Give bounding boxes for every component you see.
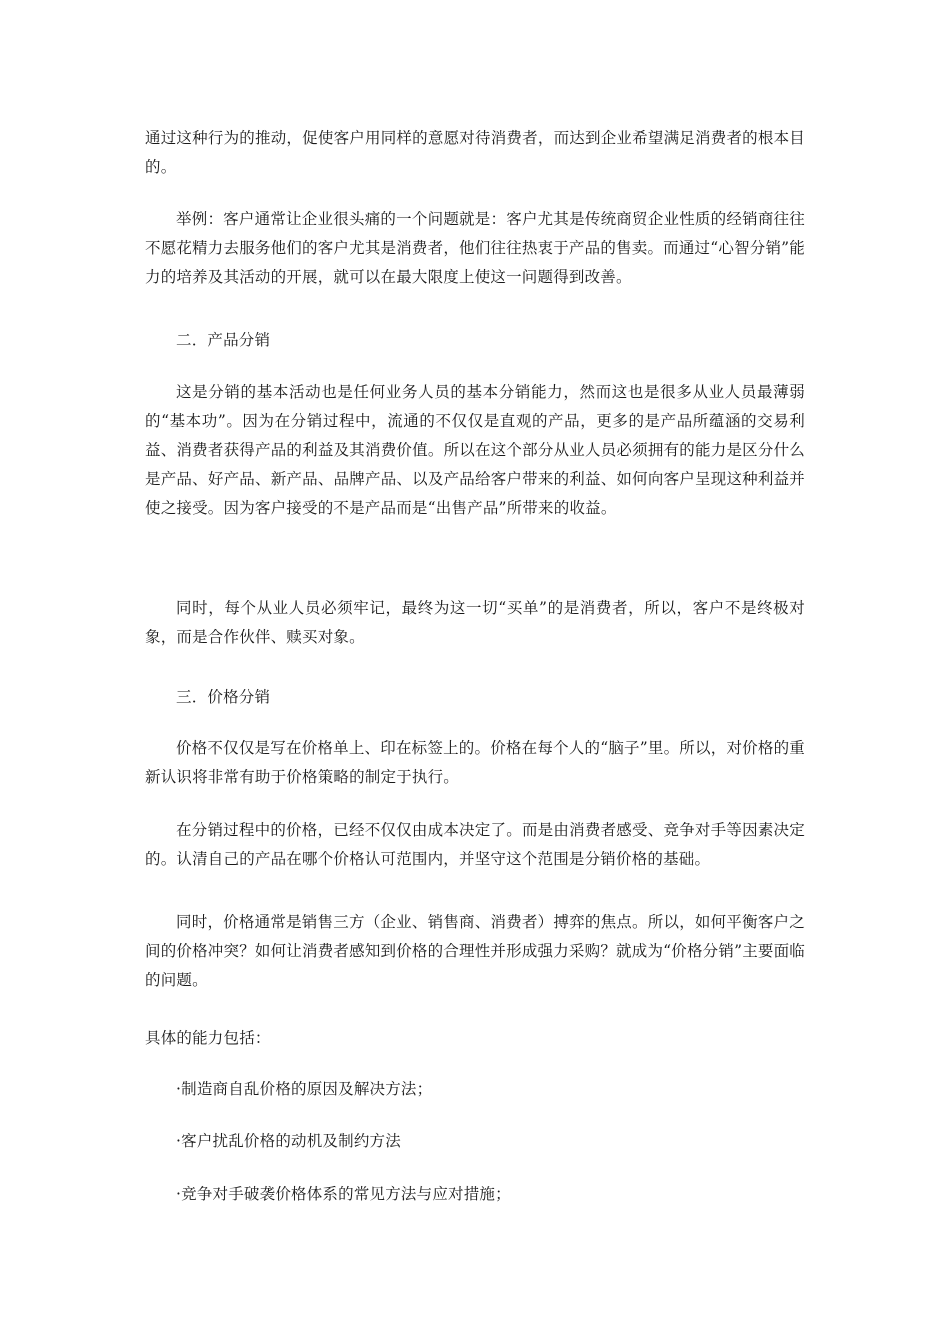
section-heading-price-distribution: 三．价格分销 bbox=[176, 688, 271, 706]
paragraph-example: 举例：客户通常让企业很头痛的一个问题就是：客户尤其是传统商贸企业性质的经销商往往不愿花精力去服务他们的客户尤其是消费者，他们往往热衷于产品的售卖。而通过“心智分销”能力的培养及其活动的开展，就可以在最大限度上使这一问题得到改善。 bbox=[145, 210, 805, 286]
list-item: ·制造商自乱价格的原因及解决方法； bbox=[176, 1080, 433, 1098]
section-heading-product-distribution: 二．产品分销 bbox=[176, 331, 271, 349]
list-item: ·竞争对手破袭价格体系的常见方法与应对措施； bbox=[176, 1185, 511, 1203]
paragraph-abilities-intro: 具体的能力包括： bbox=[145, 1029, 271, 1047]
paragraph-consumer-pays: 同时，每个从业人员必须牢记，最终为这一切“买单”的是消费者，所以，客户不是终极对象，而是合作伙伴、赎买对象。 bbox=[145, 599, 805, 646]
paragraph-intro-end: 通过这种行为的推动，促使客户用同样的意愿对待消费者，而达到企业希望满足消费者的根本目的。 bbox=[145, 129, 805, 176]
paragraph-product-distribution: 这是分销的基本活动也是任何业务人员的基本分销能力，然而这也是很多从业人员最薄弱的“基本功”。因为在分销过程中，流通的不仅仅是直观的产品，更多的是产品所蕴涵的交易利益、消费者获得产品的利益及其消费价值。所以在这个部分从业人员必须拥有的能力是区分什么是产品、好产品、新产品、品牌产品、以及产品给客户带来的利益、如何向客户呈现这种利益并使之接受。因为客户接受的不是产品而是“出售产品”所带来的收益。 bbox=[145, 383, 805, 517]
paragraph-price-perception: 价格不仅仅是写在价格单上、印在标签上的。价格在每个人的“脑子”里。所以，对价格的重新认识将非常有助于价格策略的制定于执行。 bbox=[145, 739, 805, 786]
paragraph-price-factors: 在分销过程中的价格，已经不仅仅由成本决定了。而是由消费者感受、竞争对手等因素决定的。认清自己的产品在哪个价格认可范围内，并坚守这个范围是分销价格的基础。 bbox=[145, 821, 805, 868]
paragraph-price-conflict: 同时，价格通常是销售三方（企业、销售商、消费者）搏弈的焦点。所以，如何平衡客户之间的价格冲突？如何让消费者感知到价格的合理性并形成强力采购？就成为“价格分销”主要面临的问题。 bbox=[145, 913, 805, 989]
list-item: ·客户扰乱价格的动机及制约方法 bbox=[176, 1132, 401, 1150]
